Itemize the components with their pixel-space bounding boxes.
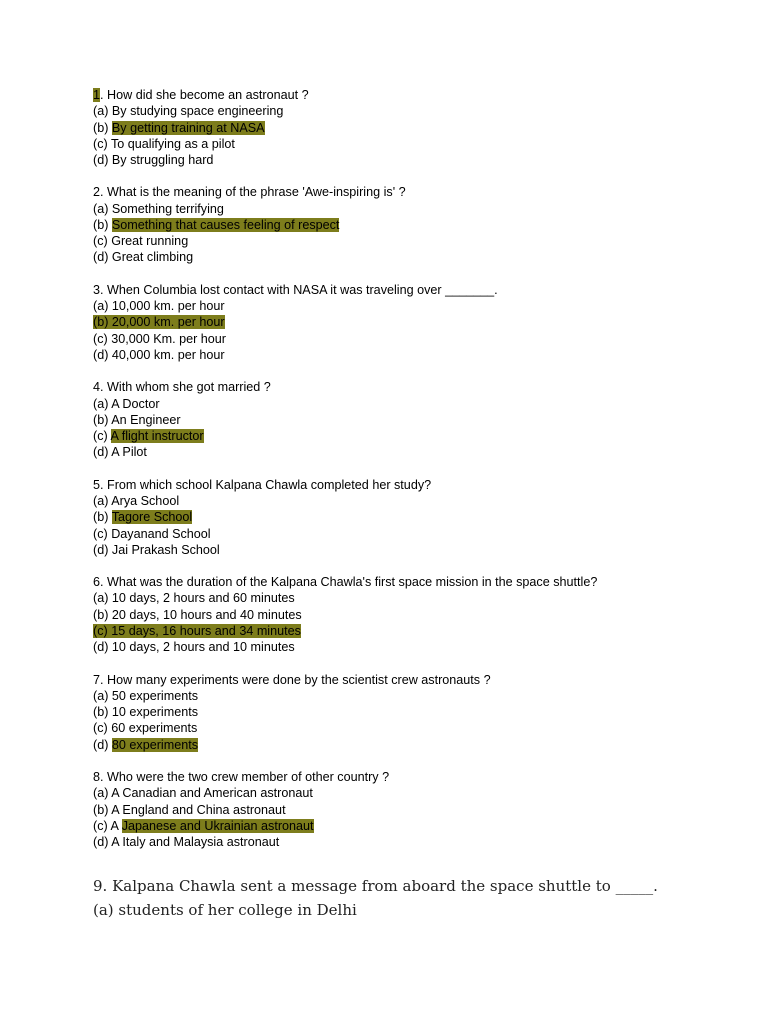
option-text: 20,000 km. per hour [111, 315, 225, 330]
answer-option [93, 607, 733, 623]
question-text: How many experiments were done by the scientist crew astronauts ? [107, 672, 491, 687]
answer-option [93, 818, 733, 834]
question-stem [93, 477, 733, 493]
question-stem [93, 769, 733, 785]
option-text: By studying space engineering [111, 104, 284, 119]
option-letter: (b) [93, 315, 109, 330]
answer-option [93, 802, 733, 818]
question-9-option-a: (a) students of her college in Delhi [93, 901, 357, 919]
option-text: Great running [111, 234, 189, 249]
option-letter: (c) [93, 721, 108, 736]
question-text: What is the meaning of the phrase 'Awe-inspiring is' ? [107, 185, 406, 200]
question-list [93, 87, 733, 867]
question-number: 6. [93, 575, 104, 590]
correct-answer-highlight: By getting training at NASA [111, 120, 265, 135]
option-letter: (d) [93, 347, 109, 362]
option-text: A Doctor [111, 396, 160, 411]
correct-answer-highlight: A flight instructor [110, 429, 204, 444]
option-letter: (b) [93, 607, 109, 622]
answer-option [93, 347, 733, 363]
correct-answer-highlight: Tagore School [111, 510, 193, 525]
correct-answer-highlight: 80 experiments [111, 737, 199, 752]
question-9 [93, 874, 733, 922]
option-letter: (b) [93, 705, 109, 720]
answer-option [93, 201, 733, 217]
answer-option [93, 720, 733, 736]
question-block [93, 672, 733, 753]
option-text: A England and China astronaut [111, 802, 286, 817]
option-text: 10 experiments [111, 705, 199, 720]
option-letter: (a) [93, 299, 109, 314]
option-letter: (a) [93, 201, 109, 216]
answer-option [93, 688, 733, 704]
option-text: 10,000 km. per hour [111, 299, 225, 314]
question-block [93, 769, 733, 850]
correct-answer-highlight [93, 624, 301, 638]
option-text: 30,000 Km. per hour [111, 331, 227, 346]
option-text: A Canadian and American astronaut [111, 786, 313, 801]
answer-option [93, 233, 733, 249]
question-text: . How did she become an astronaut ? [100, 88, 309, 102]
question-stem [93, 282, 733, 298]
option-text: An Engineer [111, 412, 181, 427]
question-text: When Columbia lost contact with NASA it was traveling over _______. [107, 282, 498, 297]
option-letter: (d) [93, 250, 109, 265]
option-text: Great climbing [111, 250, 194, 265]
answer-option [93, 298, 733, 314]
answer-option [93, 136, 733, 152]
answer-option [93, 331, 733, 347]
answer-option [93, 493, 733, 509]
question-number: 5. [93, 477, 104, 492]
option-letter: (b) [93, 802, 109, 817]
option-letter: (d) [93, 445, 109, 460]
option-letter: (a) [93, 494, 109, 508]
question-block [93, 379, 733, 460]
option-text: 60 experiments [111, 721, 198, 736]
option-prefix: A [110, 818, 122, 833]
option-text: Dayanand School [111, 526, 211, 541]
option-letter: (a) [93, 396, 109, 411]
answer-option [93, 834, 733, 850]
question-stem [93, 672, 733, 688]
option-letter: (c) [93, 331, 108, 346]
option-letter: (d) [93, 640, 109, 655]
option-letter: (d) [93, 153, 109, 167]
option-letter: (b) [93, 510, 109, 525]
answer-option [93, 590, 733, 606]
question-block [93, 282, 733, 363]
answer-option [93, 526, 733, 542]
question-text: What was the duration of the Kalpana Chawla's first space mission in the space shuttle? [107, 575, 598, 590]
option-text: A Italy and Malaysia astronaut [111, 835, 280, 850]
option-letter: (a) [93, 104, 109, 119]
answer-option [93, 103, 733, 119]
question-text: With whom she got married ? [107, 380, 271, 395]
question-stem [93, 379, 733, 395]
option-letter: (b) [93, 120, 109, 135]
option-letter: (c) [93, 136, 108, 151]
correct-answer-highlight: Japanese and Ukrainian astronaut [121, 818, 314, 833]
answer-option [93, 444, 733, 460]
question-number: 7. [93, 672, 104, 687]
answer-option [93, 396, 733, 412]
option-letter: (a) [93, 688, 109, 703]
option-letter: (d) [93, 542, 109, 557]
answer-option [93, 639, 733, 655]
answer-option [93, 785, 733, 801]
answer-option [93, 428, 733, 444]
option-text: 10 days, 2 hours and 60 minutes [111, 591, 295, 606]
option-letter: (c) [93, 234, 108, 249]
option-letter: (b) [93, 412, 109, 427]
option-letter: (b) [93, 217, 109, 232]
question-text: Who were the two crew member of other country ? [107, 770, 390, 785]
option-text: By struggling hard [111, 153, 214, 167]
option-text: A Pilot [111, 445, 147, 460]
option-letter: (a) [93, 591, 109, 606]
question-number: 3. [93, 282, 104, 297]
correct-answer-highlight: Something that causes feeling of respect [111, 217, 340, 232]
correct-answer-highlight [93, 315, 225, 329]
option-letter: (a) [93, 786, 109, 801]
option-text: 20 days, 10 hours and 40 minutes [111, 607, 302, 622]
question-block [93, 184, 733, 265]
answer-option [93, 152, 733, 168]
question-number: 2. [93, 185, 104, 200]
option-letter: (c) [93, 818, 108, 833]
answer-option [93, 509, 733, 525]
question-block [93, 477, 733, 558]
option-text: 10 days, 2 hours and 10 minutes [111, 640, 295, 655]
question-stem [93, 574, 733, 590]
question-number: 1 [93, 88, 101, 102]
option-text: 40,000 km. per hour [111, 347, 225, 362]
question-stem [93, 184, 733, 200]
option-letter: (c) [93, 623, 108, 638]
answer-option [93, 217, 733, 233]
answer-option [93, 120, 733, 136]
option-letter: (c) [93, 526, 108, 541]
answer-option [93, 737, 733, 753]
answer-option [93, 249, 733, 265]
answer-option [93, 314, 733, 330]
answer-option [93, 412, 733, 428]
question-number: 8. [93, 770, 104, 785]
answer-option [93, 704, 733, 720]
option-text: To qualifying as a pilot [110, 136, 235, 151]
answer-option [93, 623, 733, 639]
option-letter: (d) [93, 835, 109, 850]
option-text: Something terrifying [111, 201, 224, 216]
question-block [93, 87, 733, 168]
question-number: 4. [93, 380, 104, 395]
question-block [93, 574, 733, 655]
question-9-text: 9. Kalpana Chawla sent a message from aboard the space shuttle to _____. [93, 877, 658, 895]
question-text: From which school Kalpana Chawla completed her study? [107, 477, 432, 492]
option-letter: (d) [93, 737, 109, 752]
option-text: Jai Prakash School [111, 542, 220, 557]
answer-option [93, 542, 733, 558]
option-text: 15 days, 16 hours and 34 minutes [111, 623, 301, 638]
question-stem [93, 87, 733, 103]
option-text: 50 experiments [111, 688, 199, 703]
option-text: Arya School [111, 494, 180, 508]
option-letter: (c) [93, 429, 108, 444]
